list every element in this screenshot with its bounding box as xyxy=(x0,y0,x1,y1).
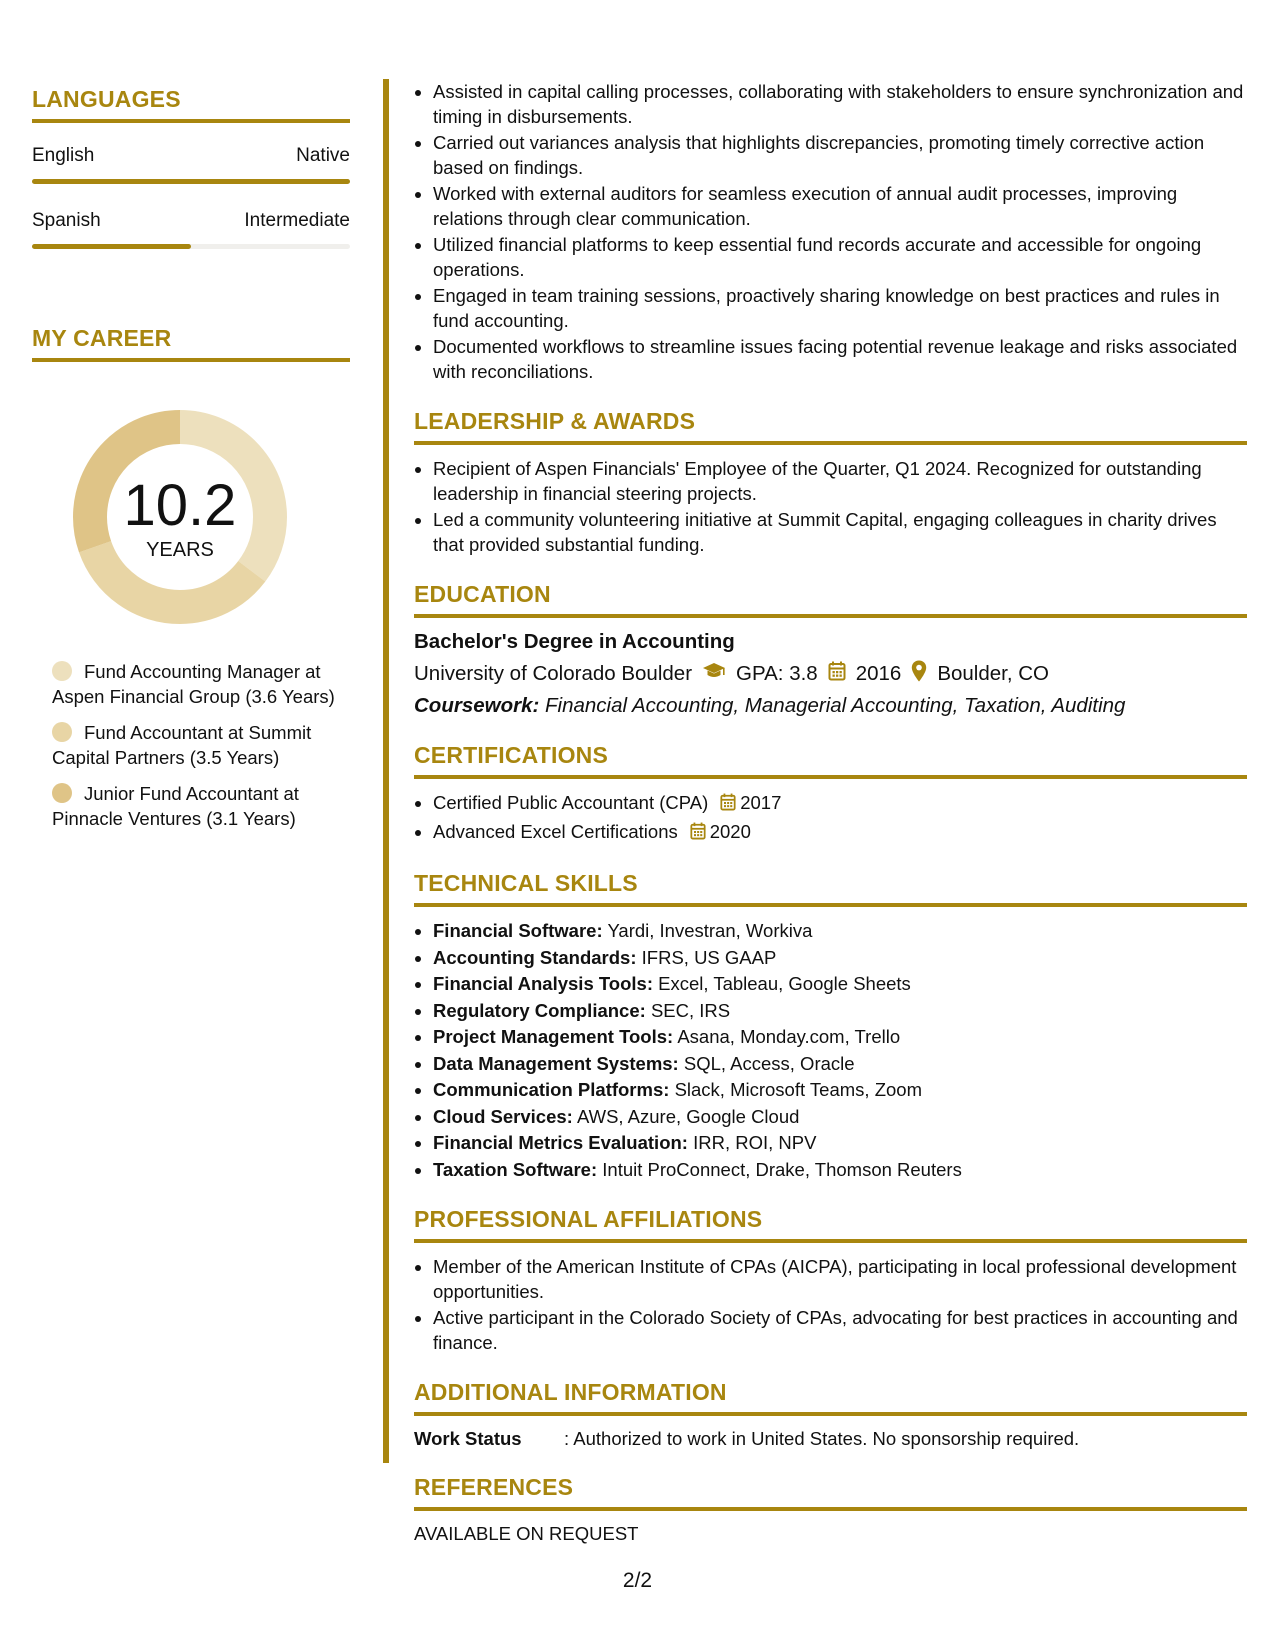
list-item xyxy=(433,1078,1247,1103)
divider xyxy=(414,903,1247,907)
skill-value: Excel, Tableau, Google Sheets xyxy=(658,973,911,994)
career-item xyxy=(52,660,350,709)
legend-dot xyxy=(52,783,72,803)
career-total-value: 10.2 xyxy=(123,472,237,538)
list-item: • Recipient of Aspen Financials' Employee of the Quarter, Q1 2024. Recognized for outstanding leadership in financial steering projects. xyxy=(433,457,1247,506)
section-title: CERTIFICATIONS xyxy=(414,742,609,768)
calendar-icon xyxy=(720,793,736,818)
gpa: GPA: 3.8 xyxy=(736,662,818,685)
list-item xyxy=(433,999,1247,1024)
degree: Bachelor's Degree in Accounting xyxy=(414,630,735,653)
list-item xyxy=(433,1105,1247,1130)
map-pin-icon xyxy=(911,660,927,688)
skill-value: Intuit ProConnect, Drake, Thomson Reuters xyxy=(602,1158,962,1180)
divider xyxy=(414,1507,1247,1511)
affiliations-section xyxy=(414,1206,1247,1355)
skill-value: AWS, Azure, Google Cloud xyxy=(576,1105,800,1127)
skill-label: Financial Metrics Evaluation: xyxy=(433,1132,688,1153)
language-level: Native xyxy=(296,145,350,166)
list-item: • Member of the American Institute of CPAs (AICPA), participating in local professional development opportunities. xyxy=(433,1255,1247,1304)
divider xyxy=(414,441,1247,445)
skill-value: Asana, Monday.com, Trello xyxy=(677,1026,901,1047)
coursework xyxy=(414,694,1247,718)
career-item xyxy=(52,782,350,831)
language-proficiency-bar xyxy=(32,179,350,184)
skill-label: Regulatory Compliance: xyxy=(433,999,646,1021)
language-proficiency-fill xyxy=(32,244,191,249)
skill-label: Communication Platforms: xyxy=(433,1079,670,1100)
career-item xyxy=(52,721,350,770)
skill-value: Yardi, Investran, Workiva xyxy=(607,920,813,941)
graduation-cap-icon xyxy=(702,662,726,686)
list-item: • Led a community volunteering initiative at Summit Capital, engaging colleagues in charity drives that provided substantial funding. xyxy=(433,508,1247,557)
career-title: MY CAREER xyxy=(32,325,172,351)
coursework-text: Financial Accounting, Managerial Accounting, Taxation, Auditing xyxy=(545,694,1126,717)
career-item-text: Junior Fund Accountant at Pinnacle Ventures (3.1 Years) xyxy=(52,783,299,829)
divider xyxy=(414,1412,1247,1416)
list-item xyxy=(433,1052,1247,1077)
list-item xyxy=(433,1158,1247,1183)
list-item: • Engaged in team training sessions, proactively sharing knowledge on best practices and rules in fund accounting. xyxy=(433,284,1247,333)
divider xyxy=(32,358,350,362)
work-status-row xyxy=(414,1428,1247,1450)
legend-dot xyxy=(52,661,72,681)
languages-section xyxy=(32,86,350,249)
list-item xyxy=(433,1025,1247,1050)
school-location: Boulder, CO xyxy=(937,662,1049,685)
language-name: English xyxy=(32,145,95,166)
references-section xyxy=(414,1474,1247,1545)
column-divider xyxy=(383,79,389,1463)
skill-label: Financial Software: xyxy=(433,920,603,941)
education-details xyxy=(414,660,1247,688)
section-title: ADDITIONAL INFORMATION xyxy=(414,1379,727,1405)
list-item: • Worked with external auditors for seamless execution of annual audit processes, improving relations through clear communication. xyxy=(433,182,1247,231)
career-total-unit: YEARS xyxy=(146,538,214,561)
section-title: REFERENCES xyxy=(414,1474,574,1500)
certification-year: 2020 xyxy=(709,820,751,842)
language-name: Spanish xyxy=(32,210,101,231)
work-status-value: : Authorized to work in United States. No sponsorship required. xyxy=(564,1428,1080,1449)
legend-dot xyxy=(52,722,72,742)
list-item xyxy=(433,972,1247,997)
certification-name: Advanced Excel Certifications xyxy=(433,820,678,842)
section-title: TECHNICAL SKILLS xyxy=(414,870,638,896)
section-title: EDUCATION xyxy=(414,581,551,607)
career-section xyxy=(32,325,350,831)
graduation-year: 2016 xyxy=(855,662,902,685)
experience-bullets xyxy=(414,80,1247,384)
certification-name: Certified Public Accountant (CPA) xyxy=(433,792,709,813)
list-item: • Documented workflows to streamline issues facing potential revenue leakage and risks associated with reconciliations. xyxy=(433,335,1247,384)
divider xyxy=(414,775,1247,779)
page-number: 2/2 xyxy=(622,1569,653,1592)
language-level: Intermediate xyxy=(244,210,350,231)
technical-skills-section xyxy=(414,870,1247,1182)
divider xyxy=(414,614,1247,618)
skill-value: Slack, Microsoft Teams, Zoom xyxy=(674,1079,922,1100)
languages-title: LANGUAGES xyxy=(32,86,181,112)
list-item xyxy=(433,820,1247,847)
list-item xyxy=(433,919,1247,944)
certifications-section xyxy=(414,742,1247,846)
divider xyxy=(32,119,350,123)
list-item xyxy=(433,946,1247,971)
career-donut-chart xyxy=(67,404,293,630)
divider xyxy=(414,1239,1247,1243)
career-item-text: Fund Accountant at Summit Capital Partners (3.5 Years) xyxy=(52,722,312,768)
skill-label: Accounting Standards: xyxy=(433,946,637,968)
language-item-english xyxy=(32,145,350,184)
work-status-label: Work Status xyxy=(414,1428,522,1449)
list-item xyxy=(433,791,1247,818)
skill-label: Cloud Services: xyxy=(433,1105,573,1127)
education-section xyxy=(414,581,1247,718)
language-proficiency-fill xyxy=(32,179,350,184)
references-text: AVAILABLE ON REQUEST xyxy=(414,1523,639,1544)
leadership-section xyxy=(414,408,1247,557)
skill-label: Taxation Software: xyxy=(433,1158,598,1180)
skill-value: IRR, ROI, NPV xyxy=(693,1132,817,1153)
calendar-icon xyxy=(828,661,846,687)
list-item: • Utilized financial platforms to keep essential fund records accurate and accessible for ongoing operations. xyxy=(433,233,1247,282)
school-name: University of Colorado Boulder xyxy=(414,662,693,685)
career-item-text: Fund Accounting Manager at Aspen Financial Group (3.6 Years) xyxy=(52,661,335,707)
language-proficiency-bar xyxy=(32,244,350,249)
career-list xyxy=(32,660,350,831)
section-title: PROFESSIONAL AFFILIATIONS xyxy=(414,1206,763,1232)
coursework-label: Coursework: xyxy=(414,694,540,717)
list-item: • Assisted in capital calling processes, collaborating with stakeholders to ensure synchronization and timing in disbursements. xyxy=(433,80,1247,129)
calendar-icon xyxy=(690,822,706,847)
main-content xyxy=(414,80,1247,1545)
section-title: LEADERSHIP & AWARDS xyxy=(414,408,696,434)
skill-label: Data Management Systems: xyxy=(433,1052,679,1074)
list-item: • Carried out variances analysis that highlights discrepancies, promoting timely corrective action based on findings. xyxy=(433,131,1247,180)
list-item xyxy=(433,1131,1247,1156)
skill-label: Project Management Tools: xyxy=(433,1026,674,1047)
list-item: • Active participant in the Colorado Society of CPAs, advocating for best practices in accounting and finance. xyxy=(433,1306,1247,1355)
skill-value: SQL, Access, Oracle xyxy=(683,1052,855,1074)
skill-value: IFRS, US GAAP xyxy=(641,946,777,968)
sidebar xyxy=(32,86,350,843)
certification-year: 2017 xyxy=(740,792,782,813)
skill-value: SEC, IRS xyxy=(650,999,731,1021)
skill-label: Financial Analysis Tools: xyxy=(433,973,653,994)
additional-info-section xyxy=(414,1379,1247,1450)
language-item-spanish xyxy=(32,210,350,249)
